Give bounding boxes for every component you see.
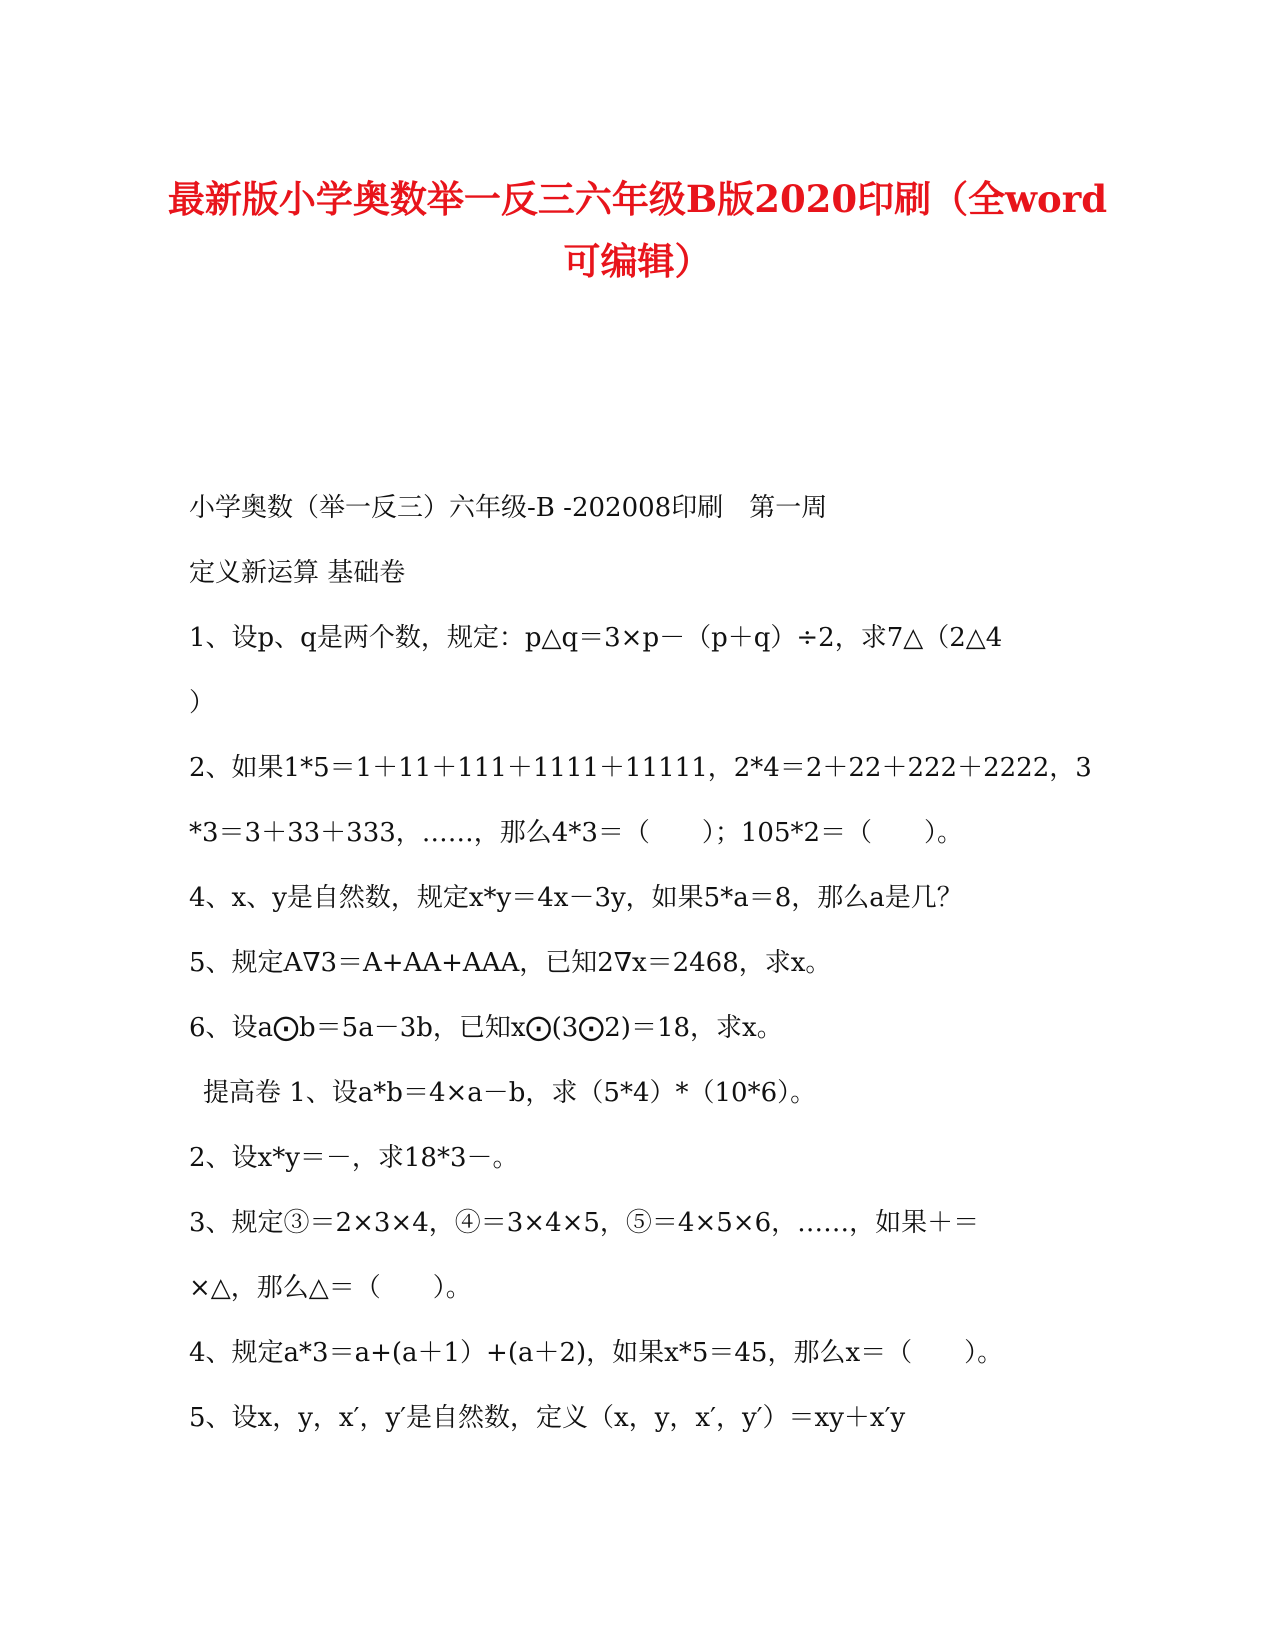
title-line-1: 最新版小学奥数举一反三六年级B版2020印刷（全word <box>167 177 1108 221</box>
problem-line: 3、规定③＝2×3×4，④＝3×4×5，⑤＝4×5×6，……，如果＋＝ <box>189 1208 980 1238</box>
problem-line: 2、如果1*5＝1＋11＋111＋1111＋11111，2*4＝2＋22＋222＋2222，3 <box>189 753 1092 783</box>
problem-line: 4、x、y是自然数，规定x*y＝4x－3y，如果5*a＝8，那么a是几？ <box>189 883 963 913</box>
problem-line: 5、设x，y，x′，y′是自然数，定义（x，y，x′，y′）＝xy＋x′y <box>189 1403 906 1433</box>
problem-line: 6、设a⨀b＝5a－3b，已知x⨀(3⨀2)＝18，求x。 <box>189 1013 783 1043</box>
document-title <box>150 168 1125 292</box>
document-body <box>189 476 1092 1451</box>
problem-line: *3＝3＋33＋333，……，那么4*3＝（ ）；105*2＝（ ）。 <box>189 818 964 848</box>
advanced-section-line: 提高卷 1、设a*b＝4×a－b，求（5*4）*（10*6）。 <box>203 1078 817 1108</box>
problem-line: ） <box>189 688 216 718</box>
problem-line: ×△，那么△＝（ ）。 <box>189 1273 472 1303</box>
problem-line: 4、规定a*3＝a+(a＋1）+(a＋2)，如果x*5＝45，那么x＝（ ）。 <box>189 1338 1004 1368</box>
problem-line: 2、设x*y＝－，求18*3－。 <box>189 1143 519 1173</box>
section-header: 小学奥数（举一反三）六年级-B -202008印刷 第一周 <box>189 493 828 523</box>
problem-line: 1、设p、q是两个数，规定：p△q＝3×p－（p＋q）÷2，求7△（2△4 <box>189 623 1003 653</box>
problem-line: 5、规定A∇3＝A+AA+AAA，已知2∇x＝2468，求x。 <box>189 948 832 978</box>
title-line-2: 可编辑） <box>563 239 712 283</box>
section-subheader: 定义新运算 基础卷 <box>189 558 406 588</box>
